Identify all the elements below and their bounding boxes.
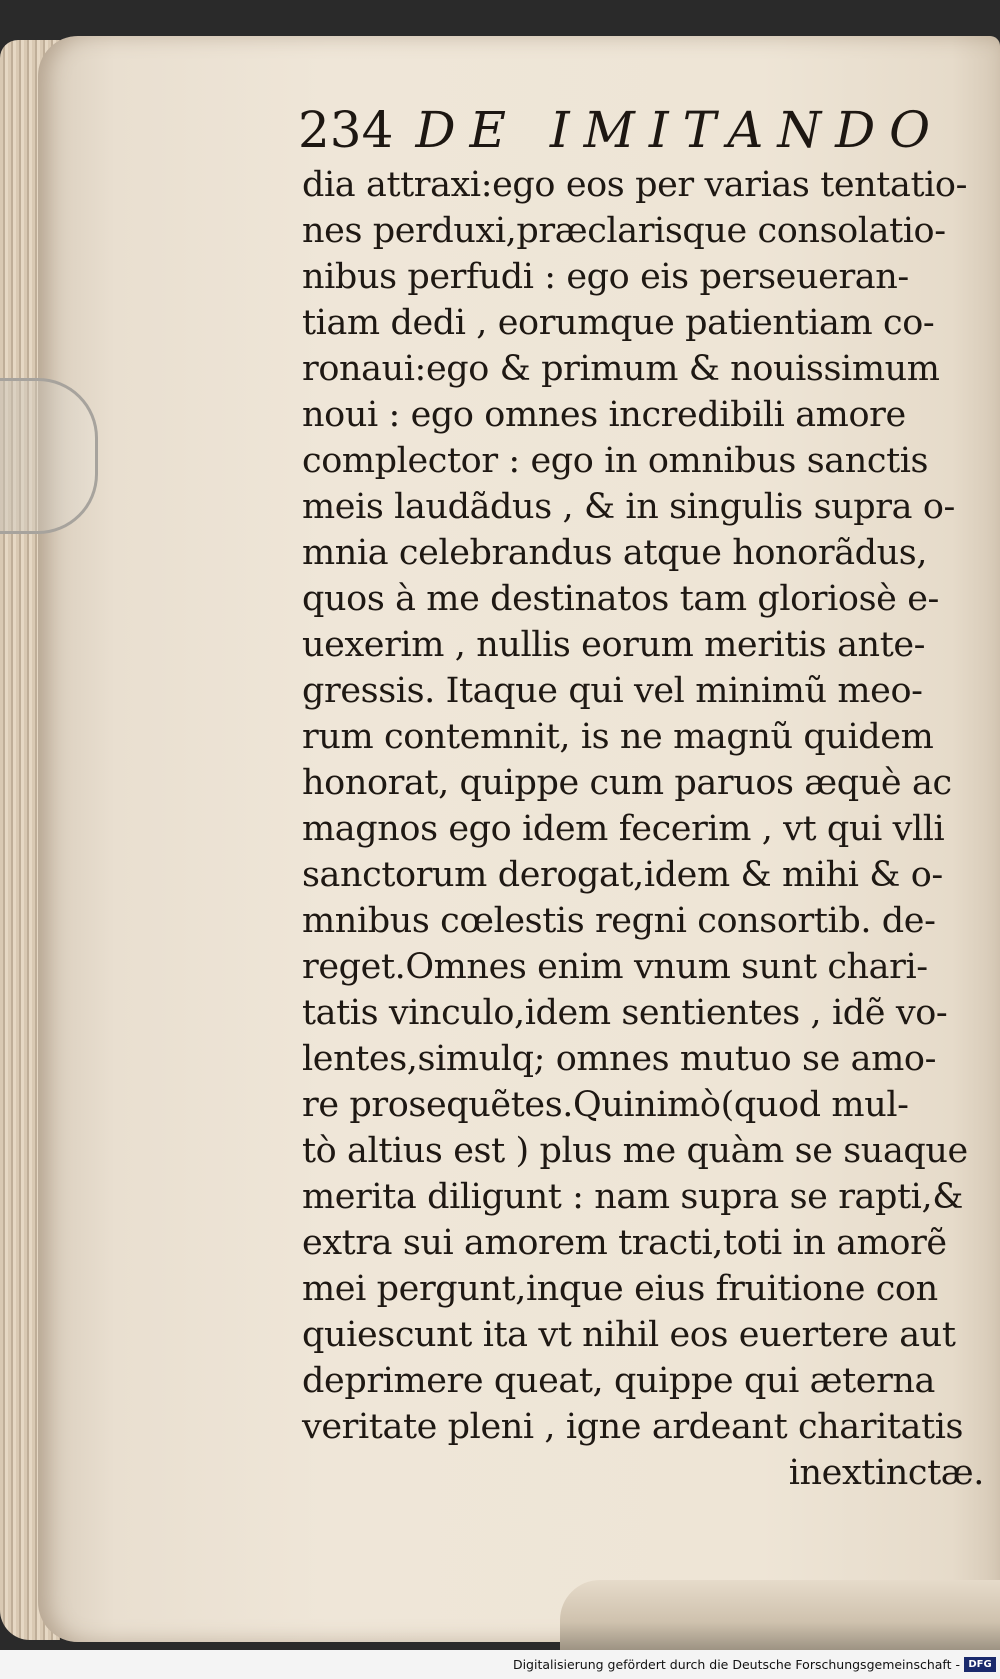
text-line: gressis. Itaque qui vel minimũ meo-	[302, 671, 923, 711]
page-number: 234	[298, 101, 394, 159]
dfg-logo: DFG	[964, 1657, 996, 1672]
text-line: dia attraxi:ego eos per varias tentatio-	[302, 165, 967, 205]
text-line: reget.Omnes enim vnum sunt chari-	[302, 947, 928, 987]
text-line: meis laudãdus , & in singulis supra o-	[302, 487, 955, 527]
text-line: mnibus cœlestis regni consortib. de-	[302, 901, 936, 941]
text-line: merita diligunt : nam supra se rapti,&	[302, 1177, 963, 1217]
text-line: mei pergunt,inque eius fruitione con	[302, 1269, 938, 1309]
page-clip	[0, 378, 98, 534]
text-line: tiam dedi , eorumque patientiam co-	[302, 303, 935, 343]
text-line: ronaui:ego & primum & nouissimum	[302, 349, 940, 389]
text-line: complector : ego in omnibus sanctis	[302, 441, 929, 481]
text-line: lentes,simulq; omnes mutuo se amo-	[302, 1039, 937, 1079]
footer-credit: Digitalisierung gefördert durch die Deutsche Forschungsgemeinschaft -	[512, 1657, 960, 1672]
running-header	[298, 100, 945, 160]
page-bottom-edge	[560, 1580, 1000, 1650]
text-line: magnos ego idem fecerim , vt qui vlli	[302, 809, 945, 849]
text-line: tatis vinculo,idem sentientes , idẽ vo-	[302, 993, 948, 1033]
text-line: noui : ego omnes incredibili amore	[302, 395, 906, 435]
text-line: rum contemnit, is ne magnũ quidem	[302, 717, 934, 757]
text-line: uexerim , nullis eorum meritis ante-	[302, 625, 926, 665]
body-text	[302, 162, 992, 1496]
text-line: deprimere queat, quippe qui æterna	[302, 1361, 936, 1401]
digitization-footer	[0, 1650, 1000, 1679]
text-line: nes perduxi,præclarisque consolatio-	[302, 211, 946, 251]
text-line: veritate pleni , igne ardeant charitatis	[302, 1407, 964, 1447]
text-line: extra sui amorem tracti,toti in amorẽ	[302, 1223, 947, 1263]
text-line: tò altius est ) plus me quàm se suaque	[302, 1131, 968, 1171]
text-line: quos à me destinatos tam gloriosè e-	[302, 579, 939, 619]
running-title: DE IMITANDO	[415, 101, 945, 159]
text-line: sanctorum derogat,idem & mihi & o-	[302, 855, 943, 895]
text-line: quiescunt ita vt nihil eos euertere aut	[302, 1315, 956, 1355]
text-line: honorat, quippe cum paruos æquè ac	[302, 763, 952, 803]
text-line: nibus perfudi : ego eis perseueran-	[302, 257, 909, 297]
text-line: re prosequẽtes.Quinimò(quod mul-	[302, 1085, 909, 1125]
text-line: inextinctæ.	[788, 1453, 984, 1493]
text-line: mnia celebrandus atque honorãdus,	[302, 533, 928, 573]
